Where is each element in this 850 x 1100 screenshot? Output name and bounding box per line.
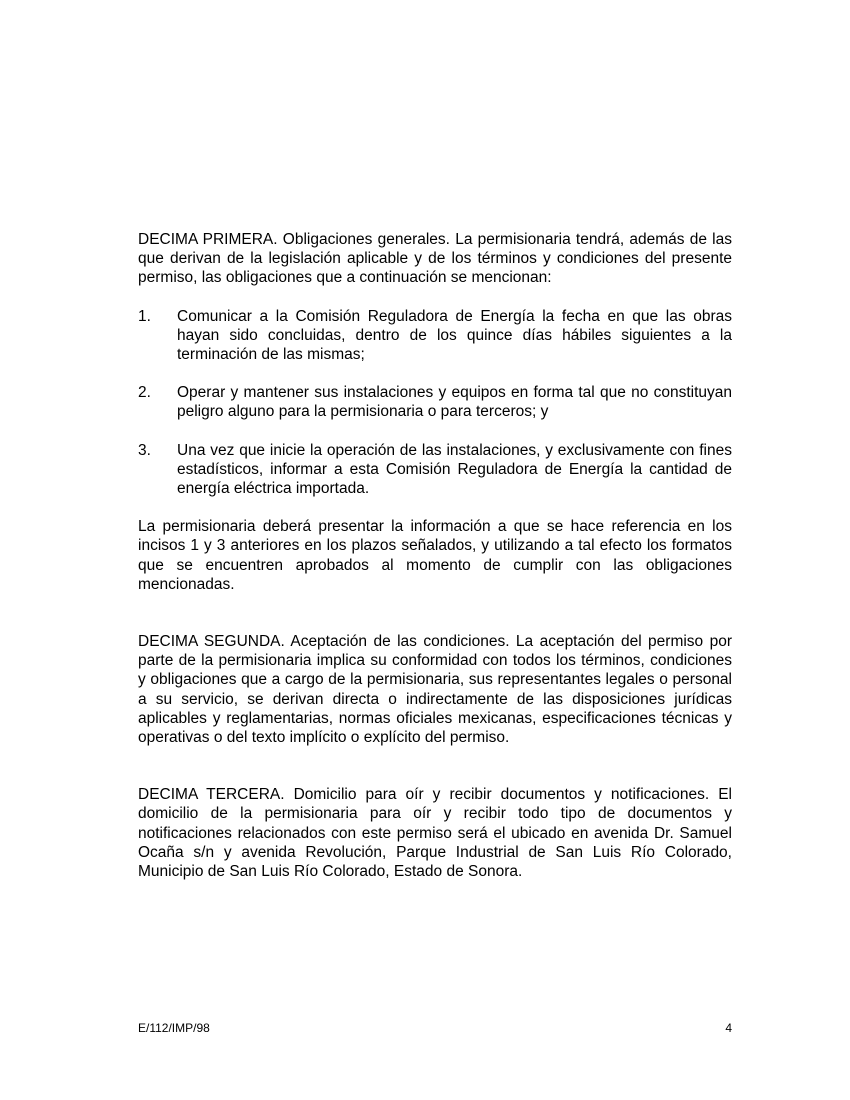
clause-decima-tercera xyxy=(138,785,732,881)
list-item-number: 1. xyxy=(138,307,151,325)
clause-body: El domicilio de la permisionaria para oír y recibir todo tipo de documentos y notificaciones relacionados con este permiso será el ubicado en avenida Dr. Samuel Ocaña s/n y avenida Revolución, Parque Industrial de San Luis Río Colorado, Municipio de San Luis Río Colorado, Estado de Sonora. xyxy=(138,786,733,881)
obligations-list xyxy=(138,307,732,499)
clause-decima-segunda xyxy=(138,632,732,747)
list-item-text: Operar y mantener sus instalaciones y equipos en forma tal que no constituyan peligro alguno para la permisionaria o para terceros; y xyxy=(177,384,732,421)
clause-heading: DECIMA TERCERA. Domicilio para oír y recibir documentos y notificaciones. xyxy=(138,786,710,804)
clause-body: La aceptación del permiso por parte de la permisionaria implica su conformidad con todos los términos, condiciones y obligaciones que a cargo de la permisionaria, sus representantes legales o personal a su servicio, se derivan directa o indirectamente de las disposiciones jurídicas aplicables y reglamentarias, normas oficiales mexicanas, especificaciones técnicas y operativas o del texto implícito o explícito del permiso. xyxy=(138,633,732,747)
clause-heading: DECIMA PRIMERA. Obligaciones generales. xyxy=(138,231,450,248)
list-item-number: 2. xyxy=(138,384,151,402)
clause-intro: La permisionaria tendrá, además de las que derivan de la legislación aplicable y de los términos y condiciones del presente permiso, las obligaciones que a continuación se mencionan: xyxy=(138,231,732,287)
list-item xyxy=(138,307,732,365)
list-item-text: Una vez que inicie la operación de las instalaciones, y exclusivamente con fines estadísticos, informar a esta Comisión Reguladora de Energía la cantidad de energía eléctrica importada. xyxy=(177,441,732,498)
list-item-text: Comunicar a la Comisión Reguladora de Energía la fecha en que las obras hayan sido concluidas, dentro de los quince días hábiles siguientes a la terminación de las mismas; xyxy=(177,307,732,364)
page-footer xyxy=(138,1021,732,1035)
list-item xyxy=(138,441,732,499)
clause-decima-primera xyxy=(138,230,732,288)
list-item xyxy=(138,383,732,421)
clause-heading: DECIMA SEGUNDA. Aceptación de las condiciones. xyxy=(138,633,510,651)
document-body xyxy=(138,230,732,881)
clause-closing-paragraph: La permisionaria deberá presentar la información a que se hace referencia en los incisos 1 y 3 anteriores en los plazos señalados, y utilizando a tal efecto los formatos que se encuentren aprobados al momento de cumplir con las obligaciones mencionadas. xyxy=(138,518,732,593)
document-code: E/112/IMP/98 xyxy=(138,1021,210,1035)
list-item-number: 3. xyxy=(138,441,151,459)
page-number: 4 xyxy=(725,1021,732,1035)
